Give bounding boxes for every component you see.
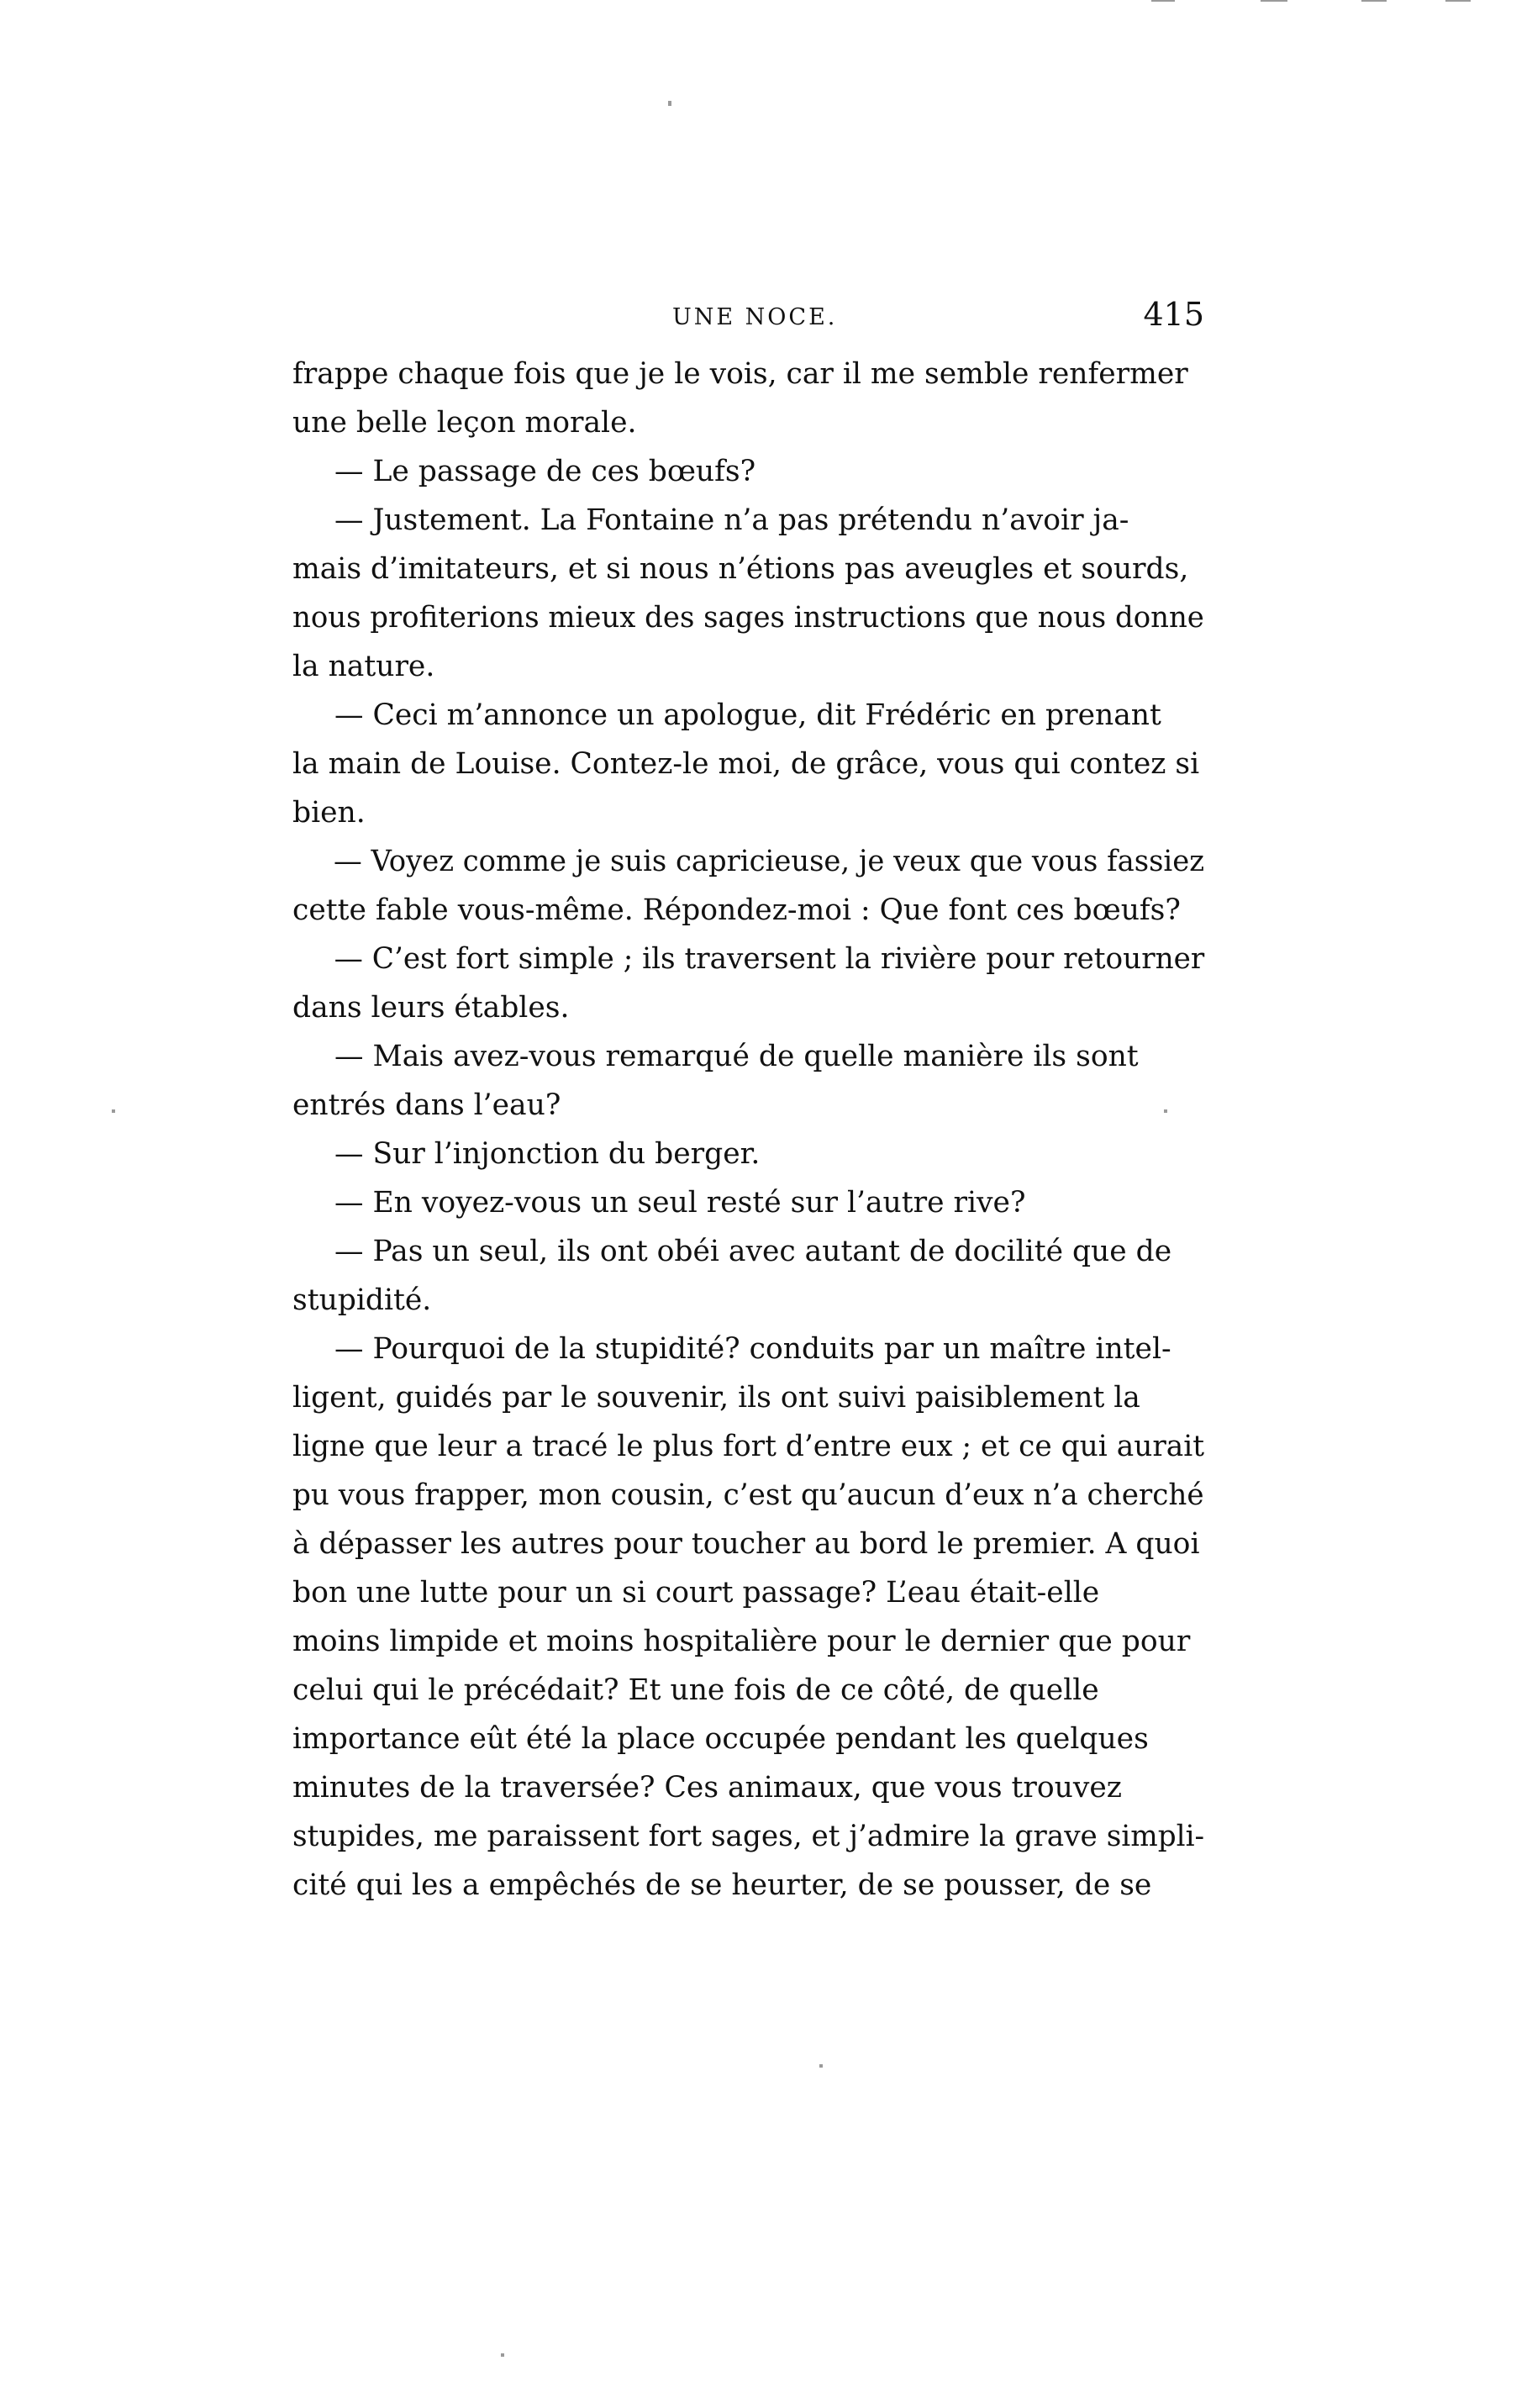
scan-speck <box>501 2353 504 2357</box>
text-line: cité qui les a empêchés de se heurter, de se pousser, de se <box>292 1868 1152 1902</box>
text-line: — Sur l’injonction du berger. <box>334 1137 761 1171</box>
text-line: — C’est fort simple ; ils traversent la rivière pour retourner <box>334 942 1205 976</box>
text-line: moins limpide et moins hospitalière pour le dernier que pour <box>292 1625 1191 1658</box>
page-header <box>292 296 1204 346</box>
text-line: — Mais avez-vous remarqué de quelle manière ils sont <box>334 1040 1139 1073</box>
text-line: — Pourquoi de la stupidité? conduits par un maître intel- <box>334 1332 1171 1366</box>
text-line: — En voyez-vous un seul resté sur l’autre rive? <box>334 1186 1026 1220</box>
text-line: une belle leçon morale. <box>292 406 637 440</box>
text-line: ligent, guidés par le souvenir, ils ont suivi paisiblement la <box>292 1381 1140 1415</box>
text-line: — Le passage de ces bœufs? <box>334 455 756 488</box>
text-line: — Justement. La Fontaine n’a pas prétendu n’avoir ja- <box>334 503 1129 537</box>
text-line: entrés dans l’eau? <box>292 1088 561 1122</box>
text-line: — Voyez comme je suis capricieuse, je veux que vous fassiez <box>333 845 1204 878</box>
text-line: cette fable vous-même. Répondez-moi : Que font ces bœufs? <box>292 893 1181 927</box>
text-line: stupides, me paraissent fort sages, et j’admire la grave simpli- <box>292 1820 1205 1853</box>
text-line: stupidité. <box>292 1283 432 1317</box>
scan-speck <box>1361 0 1387 2</box>
text-line: ligne que leur a tracé le plus fort d’entre eux ; et ce qui aurait <box>292 1430 1205 1463</box>
text-line: la nature. <box>292 650 435 683</box>
text-line: bon une lutte pour un si court passage? L’eau était-elle <box>292 1576 1100 1610</box>
running-title: UNE NOCE. <box>672 304 838 330</box>
scan-speck <box>1151 0 1175 2</box>
scan-speck <box>819 2064 823 2068</box>
text-line: celui qui le précédait? Et une fois de ce côté, de quelle <box>292 1673 1099 1707</box>
text-line: bien. <box>292 796 366 830</box>
scan-speck <box>112 1109 115 1113</box>
text-line: minutes de la traversée? Ces animaux, que vous trouvez <box>292 1771 1122 1805</box>
text-line: pu vous frapper, mon cousin, c’est qu’aucun d’eux n’a cherché <box>292 1478 1204 1512</box>
scan-speck <box>668 101 671 106</box>
scan-speck <box>1261 0 1287 2</box>
text-line: frappe chaque fois que je le vois, car il me semble renfermer <box>292 357 1188 391</box>
text-line: la main de Louise. Contez-le moi, de grâce, vous qui contez si <box>292 747 1200 781</box>
text-line: à dépasser les autres pour toucher au bord le premier. A quoi <box>292 1527 1200 1561</box>
text-line: dans leurs étables. <box>292 991 570 1025</box>
body-text <box>292 350 1204 1947</box>
scan-speck <box>1445 0 1471 2</box>
text-line: importance eût été la place occupée pendant les quelques <box>292 1722 1149 1756</box>
scan-speck <box>1164 1109 1167 1113</box>
text-line: — Ceci m’annonce un apologue, dit Frédéric en prenant <box>334 698 1161 732</box>
text-line: — Pas un seul, ils ont obéi avec autant de docilité que de <box>334 1235 1172 1268</box>
text-line: nous profiterions mieux des sages instructions que nous donne <box>292 601 1204 635</box>
text-line: mais d’imitateurs, et si nous n’étions pas aveugles et sourds, <box>292 552 1189 586</box>
page-number: 415 <box>1143 296 1204 333</box>
